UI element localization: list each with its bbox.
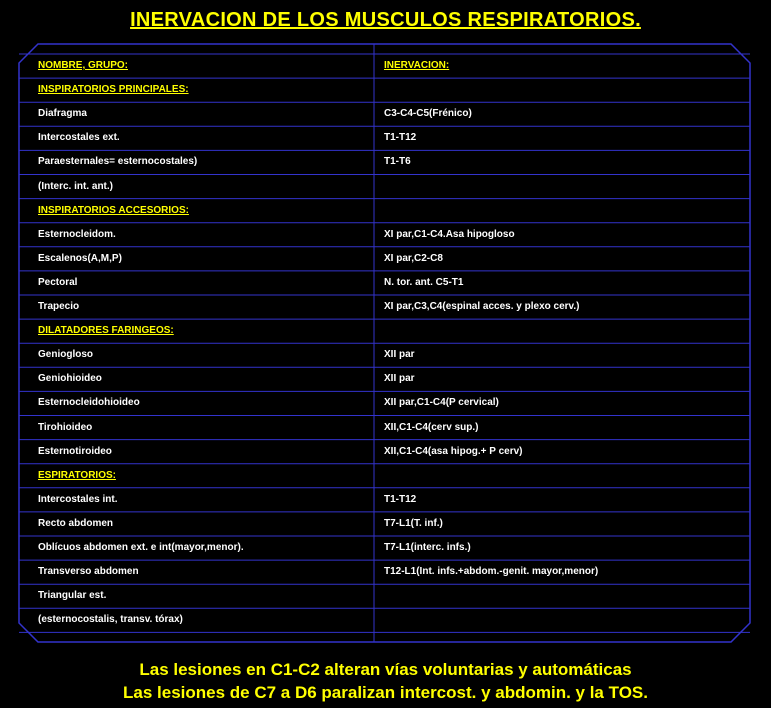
table-header-row [19,54,749,78]
innervation-value: N. tor. ant. C5-T1 [384,276,464,288]
innervation-value: T1-T12 [384,493,417,505]
table-row [19,78,749,102]
innervation-value: XII par [384,349,415,361]
innervation-value: XI par,C3,C4(espinal acces. y plexo cerv.) [384,301,580,312]
innervation-value: T1-T6 [384,156,411,168]
table-row [19,271,749,295]
muscle-name: Geniohioideo [38,373,102,385]
table-row [19,536,749,560]
section-label: ESPIRATORIOS: [38,469,116,481]
table-row [19,319,749,343]
innervation-value: T1-T12 [384,132,417,144]
page-title: INERVACION DE LOS MUSCULOS RESPIRATORIOS. [130,9,641,31]
table-row [19,199,749,223]
innervation-value: C3-C4-C5(Frénico) [384,108,472,120]
innervation-value [384,584,744,608]
muscle-name: Trapecio [38,301,80,312]
innervation-value [384,78,744,102]
footer-line-2: Las lesiones de C7 a D6 paralizan intercost. y abdomin. y la TOS. [123,683,648,702]
table-row [19,584,749,608]
innervation-value: T7-L1(T. inf.) [384,517,443,529]
muscle-name: Transverso abdomen [38,566,139,578]
table-row [19,512,749,536]
muscle-name: Tirohioideo [38,421,93,433]
muscle-name: Intercostales int. [38,493,118,505]
table-row [19,391,749,415]
innervation-value [384,464,744,488]
section-label: INSPIRATORIOS PRINCIPALES: [38,84,189,96]
innervation-value: XII par,C1-C4(P cervical) [384,397,499,409]
table-row [19,223,749,247]
innervation-value: XII,C1-C4(cerv sup.) [384,421,479,433]
muscle-name: Escalenos(A,M,P) [38,252,122,264]
table-row [19,295,749,319]
footer-line-1: Las lesiones en C1-C2 alteran vías voluntarias y automáticas [139,660,632,679]
table-row [19,367,749,391]
muscle-name: (esternocostalis, transv. tórax) [38,614,183,626]
table-row [19,126,749,150]
muscle-name: Esternocleidohioideo [38,397,140,409]
muscle-name: Oblícuos abdomen ext. e int(mayor,menor). [38,542,244,553]
muscle-name: Triangular est. [38,590,107,602]
innervation-value: T7-L1(interc. infs.) [384,542,471,553]
innervation-value: XI par,C1-C4.Asa hipogloso [384,228,515,240]
section-label: INSPIRATORIOS ACCESORIOS: [38,204,189,216]
table-row [19,416,749,440]
muscle-name: Pectoral [38,276,78,288]
muscle-name: Esternotiroideo [38,445,112,457]
muscle-name: Esternocleidom. [38,228,116,240]
muscle-name: Geniogloso [38,349,93,361]
table-row [19,102,749,126]
muscle-name: Diafragma [38,108,87,120]
muscle-name: Paraesternales= esternocostales) [38,156,198,168]
section-label: DILATADORES FARINGEOS: [38,325,174,337]
table-row [19,488,749,512]
muscle-name: (Interc. int. ant.) [38,180,113,192]
innervation-value: T12-L1(Int. infs.+abdom.-genit. mayor,menor) [384,566,599,578]
innervation-value [384,175,744,199]
table-row [19,150,749,174]
innervation-value: XII par [384,373,415,385]
table-row [19,560,749,584]
innervation-value [384,608,744,632]
innervation-value: XII,C1-C4(asa hipog.+ P cerv) [384,445,523,457]
header-inervacion: INERVACION: [384,60,450,71]
table-row [19,343,749,367]
table-row [19,247,749,271]
header-nombre-grupo: NOMBRE, GRUPO: [38,60,128,71]
muscle-name: Recto abdomen [38,517,114,529]
innervation-value [384,319,744,343]
muscle-name: Intercostales ext. [38,132,120,144]
table-row [19,608,749,632]
table-row [19,464,749,488]
table-row [19,440,749,464]
table-row [19,175,749,199]
innervation-value [384,199,744,223]
innervation-value: XI par,C2-C8 [384,252,443,264]
